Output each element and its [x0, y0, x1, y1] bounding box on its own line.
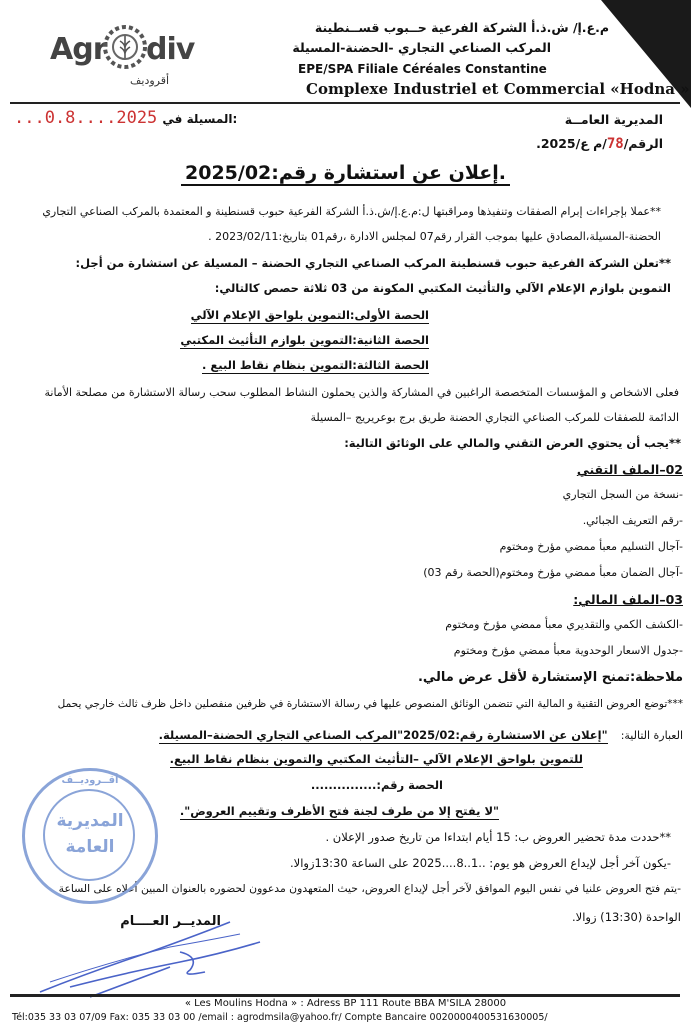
- technical-file-heading-text: 02–الملف التقني: [576, 462, 683, 477]
- stamp-line-2: العامة: [65, 837, 115, 857]
- para6-line5-text: "لا يفتح إلا من طرف لجنة فتح الأظرف وتقييم العروض".: [179, 804, 499, 818]
- para6-line2-label: العبارة التالية:: [620, 729, 683, 742]
- wheat-gear-icon: [102, 24, 148, 70]
- handwritten-date: ...0.8....2025: [14, 108, 158, 128]
- lot-1-text: الحصة الأولى:التموين بلواحق الإعلام الآلي: [190, 308, 429, 322]
- para9-line2: الواحدة (13:30) زوالا.: [572, 910, 681, 924]
- stamp-ring-text: أقــروديــف: [61, 775, 119, 786]
- tech-item-1: -نسخة من السجل التجاري: [562, 488, 683, 501]
- footer-divider: [10, 994, 680, 997]
- header-line-2: المركب الصناعي التجاري -الحضنة-المسيلة: [292, 40, 551, 55]
- para9-line1: -يتم فتح العروض علنيا في نفس اليوم الموافق لآخر أجل لإيداع العروض، حيث المتعهدون مدعوون لحضوره بالعنوان المبين أعلاه على الساعة: [58, 882, 681, 895]
- para4-line2: الدائمة للصفقات للمركب الصناعي التجاري الحضنة طريق برج بوعريريج –المسيلة: [310, 411, 679, 424]
- tech-item-2: -رقم التعريف الجبائي.: [582, 514, 683, 527]
- para5: **يجب أن يحتوي العرض التقني والمالي على الوثائق التالية:: [344, 436, 681, 450]
- logo-text-right: div: [146, 32, 195, 67]
- tech-item-4: -آجال الضمان معبأ ممضي مؤرخ ومختوم(الحصة رقم 03): [423, 566, 683, 579]
- announcement-title: [0, 162, 691, 184]
- header-line-3: EPE/SPA Filiale Céréales Constantine: [298, 62, 547, 76]
- note: ملاحظة:تمنح الإستشارة لأقل عرض مالي.: [417, 670, 683, 685]
- para1-line2: الحضنة-المسيلة،المصادق عليها بموجب القرار رقم07 لمجلس الادارة ،رقم01 بتاريخ:2023/02/11 .: [208, 230, 661, 243]
- logo-arabic: أقروديف: [130, 74, 170, 87]
- company-logo: [50, 18, 195, 88]
- footer-line-2: Tél:035 33 03 07/09 Fax: 035 33 03 00 /email : agrodmsila@yahoo.fr/ Compte Bancaire 0020000400531630005/: [12, 1012, 548, 1023]
- ref-label: الرقم/: [623, 136, 663, 151]
- fin-item-2: -جدول الاسعار الوحدوية معبأ ممضي مؤرخ ومختوم: [453, 644, 683, 657]
- place-label: المسيلة في:: [162, 112, 238, 126]
- para4-line1: فعلى الاشخاص و المؤسسات المتخصصة الراغبين في المشاركة والذين يحملون النشاط المطلوب سحب رسالة الاستشارة من مصلحة الأمانة: [44, 386, 679, 399]
- logo-text-left: Agr: [50, 32, 107, 67]
- lot-1: [191, 308, 429, 322]
- title-text: إعلان عن استشارة رقم:2025/02.: [181, 162, 510, 186]
- fin-item-1: -الكشف الكمي والتقديري معبأ ممضي مؤرخ ومختوم: [445, 618, 683, 631]
- stamp-inner-ring: [43, 789, 135, 881]
- para6-line5: [180, 804, 499, 818]
- header-line-1: م.ع.إ/ ش.ذ.أ الشركة الفرعية حــبوب قســنطينة: [314, 20, 609, 35]
- technical-file-heading: [577, 462, 683, 477]
- directorate-label: المديرية العامــة: [564, 112, 663, 127]
- ref-number: 78: [606, 136, 624, 152]
- date-line: [14, 108, 237, 128]
- header-divider: [10, 102, 680, 104]
- financial-file-heading: [573, 592, 683, 607]
- header-line-4: Complexe Industriel et Commercial «Hodna »: [306, 80, 690, 98]
- lot-2: [180, 333, 429, 347]
- para3: التموين بلوازم الإعلام الآلي والتأثيث المكتبي المكونة من 03 ثلاثة حصص كالتالي:: [214, 281, 671, 295]
- lot-3: [202, 358, 429, 372]
- signature-title: المديــر العــــام: [120, 914, 221, 929]
- stamp-line-1: المديرية: [56, 811, 124, 831]
- para6-line1: ***توضع العروض التقنية و المالية التي تتضمن الوثائق المنصوص عليها في رسالة الاستشارة في ظرفين منفصلين داخل ظرف ثالث خارجي يحمل: [57, 698, 683, 710]
- ref-suffix: /م ع/2025.: [536, 136, 607, 151]
- para6-line3: [170, 752, 583, 766]
- official-stamp: [22, 768, 158, 904]
- lot-2-text: الحصة الثانية:التموين بلوازم التأثيث المكتبي: [180, 333, 429, 347]
- financial-file-heading-text: 03–الملف المالي:: [573, 592, 683, 607]
- para6-line4: الحصة رقم:...............: [310, 778, 443, 792]
- para6-line2: [159, 724, 683, 743]
- handwritten-signature: [30, 912, 280, 1002]
- footer-line-1: « Les Moulins Hodna » : Adress BP 111 Route BBA M'SILA 28000: [184, 998, 507, 1009]
- para2: **تعلن الشركة الفرعية حبوب قسنطينة المركب الصناعي التجاري الحضنة – المسيلة عن استشارة من أجل:: [75, 256, 671, 270]
- para6-line3-text: للتموين بلواحق الإعلام الآلي –التأثيث المكتبي والتموين بنظام نقاط البيع.: [169, 752, 583, 766]
- tech-item-3: -آجال التسليم معبأ ممضي مؤرخ ومختوم: [499, 540, 683, 553]
- reference-line: [536, 136, 663, 152]
- para7: **حددت مدة تحضير العروض ب: 15 أيام ابتداءا من تاريخ صدور الإعلان .: [325, 830, 671, 844]
- para8: -يكون آخر أجل لإيداع العروض هو يوم: ..1..8....2025 على الساعة 13:30زوالا.: [290, 856, 671, 870]
- lot-3-text: الحصة الثالثة:التموين بنظام نقاط البيع .: [202, 358, 429, 372]
- para6-line2-value: "إعلان عن الاستشارة رقم:2025/02"المركب الصناعي التجاري الحضنة–المسيلة.: [158, 728, 608, 742]
- para1-line1: **عملا بإجراءات إبرام الصفقات وتنفيذها ومراقبتها ل:م.ع.إ/ش.ذ.أ الشركة الفرعية حبوب قسنطينة و المعتمدة بالمركب الصناعي التجاري: [42, 205, 661, 218]
